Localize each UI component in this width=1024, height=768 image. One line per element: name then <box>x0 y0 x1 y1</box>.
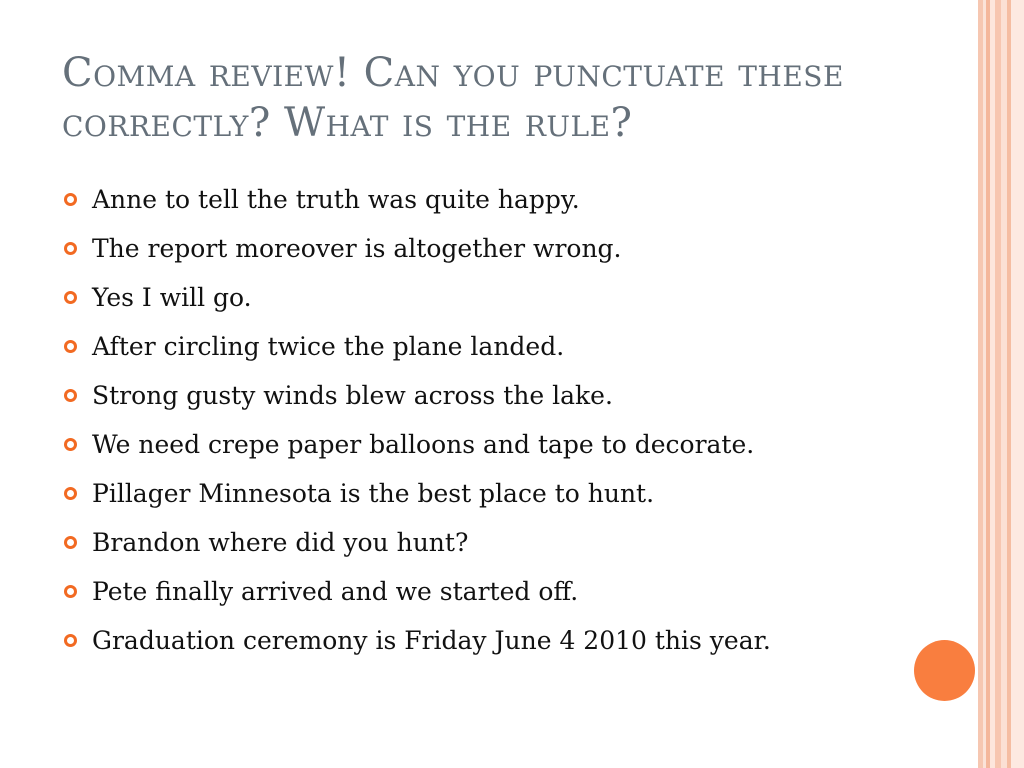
ring-bullet-icon <box>64 340 77 353</box>
list-item-text: Strong gusty winds blew across the lake. <box>92 381 613 410</box>
ring-bullet-icon <box>64 585 77 598</box>
list-item-text: Yes I will go. <box>92 283 252 312</box>
list-item-text: Brandon where did you hunt? <box>92 528 469 557</box>
decorative-circle <box>914 640 975 701</box>
list-item <box>62 282 922 314</box>
list-item-text: Pete finally arrived and we started off. <box>92 577 579 606</box>
ring-bullet-icon <box>64 193 77 206</box>
bullet-list <box>62 184 922 674</box>
list-item-text: Pillager Minnesota is the best place to hunt. <box>92 479 655 508</box>
list-item <box>62 527 922 559</box>
ring-bullet-icon <box>64 389 77 402</box>
list-item <box>62 233 922 265</box>
ring-bullet-icon <box>64 634 77 647</box>
list-item-text: After circling twice the plane landed. <box>92 332 565 361</box>
list-item-text: The report moreover is altogether wrong. <box>92 234 622 263</box>
list-item <box>62 625 922 657</box>
list-item <box>62 576 922 608</box>
ring-bullet-icon <box>64 536 77 549</box>
decorative-stripe <box>1011 0 1024 768</box>
list-item <box>62 478 922 510</box>
list-item <box>62 331 922 363</box>
ring-bullet-icon <box>64 487 77 500</box>
list-item <box>62 184 922 216</box>
ring-bullet-icon <box>64 291 77 304</box>
slide-title: Comma review! Can you punctuate these correctly? What is the rule? <box>62 50 844 146</box>
list-item-text: Graduation ceremony is Friday June 4 2010 this year. <box>92 626 771 655</box>
list-item <box>62 380 922 412</box>
ring-bullet-icon <box>64 438 77 451</box>
list-item-text: We need crepe paper balloons and tape to decorate. <box>92 430 755 459</box>
list-item-text: Anne to tell the truth was quite happy. <box>92 185 580 214</box>
ring-bullet-icon <box>64 242 77 255</box>
list-item <box>62 429 922 461</box>
